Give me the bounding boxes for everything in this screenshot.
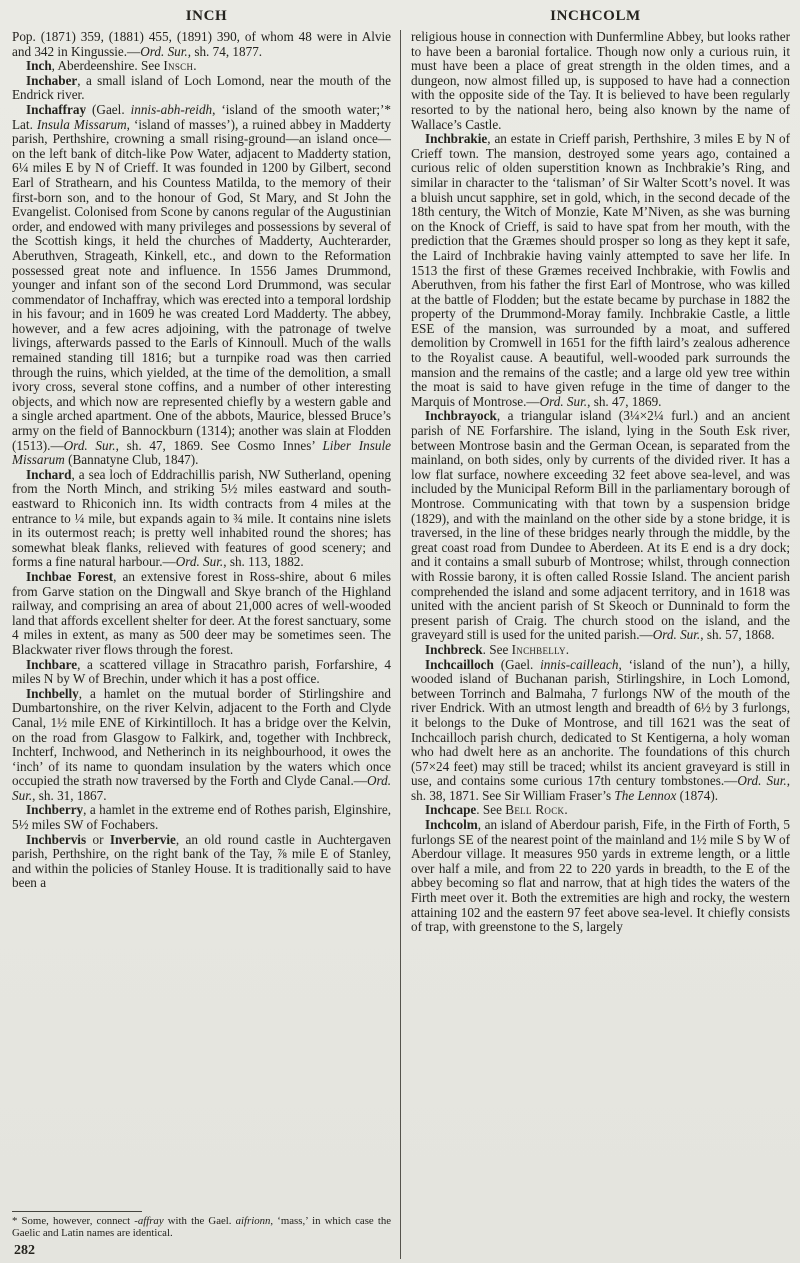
- text-run: , a triangular island (3¼×2¼ furl.) and an ancient parish of NE Forfarshire. The island, lying in the South Esk river, between Montrose basin and the German Ocean, is separated from the mainland, on both sides, only by currents of the divided river. It has a low flat surface, nowhere exceeding 32 feet above sea-level, and was included by the Municipal Reform Bill in the parliamentary borough of Montrose. Communicating with that town by a suspension bridge (1829), and with the mainland on the other side by a stone bridge, it is traversed, in the line of these bridges nearly through the middle, by the great coast road from Dundee to Aberdeen. At its E end is a dry dock; and it contains a small suburb of Montrose; whilst, through connection with Rossie barony, it is often called Rossie Island. The ancient parish comprehended the island and some adjacent territory, and in 1618 was united with the ancient parish of St Skeoch or Dunninald to form the present parish of Craig. The church stood on the island, and the graveyard still is used for the united parish.—: [411, 408, 790, 643]
- page-number: 282: [14, 1243, 35, 1258]
- italic-run: Ord. Sur.: [140, 43, 188, 59]
- running-heads: [12, 6, 790, 30]
- bold-run: Inchcape: [425, 802, 477, 818]
- text-run: , an island of Aberdour parish, Fife, in the Firth of Forth, 5 furlongs SE of the nearest point of the mainland and 1½ mile S by W of Aberdour village. It measures 950 yards in extreme length, or a little over half a mile, and from 22 to 220 yards in breadth, to the E of the abbey becoming so flat and narrow, that at high tides the waters of the Firth meet over it. Both the extremities are high and rocky, the western attaining 102 and the eastern 97 feet above sea-level. It chiefly consists of trap, with greenstone to the S, largely: [411, 817, 790, 935]
- italic-run: Ord. Sur.: [63, 437, 116, 453]
- bold-run: Inchbreck: [425, 641, 483, 657]
- text-run: , ‘island of the nun’), a hilly, wooded island of Buchanan parish, Stirlingshire, in Loch Lomond, between Torrinch and Balmaha, 7 furlongs NW of the mouth of the river Endrick. With an utmost length and breadth of 6½ by 3 furlongs, it belongs to the Duke of Montrose, and till 1621 was the seat of Inchcailloch parish church, dedicated to St Kentigerna, a holy woman who had dwelt here as an anchorite. The foundations of this church (57×24 feet) may still be traced; whilst its ancient graveyard is still in use, and contains some curious 17th century tombstones.—: [411, 656, 790, 789]
- text-run: , Aberdeenshire. See: [51, 58, 164, 74]
- text-run: (1874).: [676, 787, 719, 803]
- text-run: . See: [476, 802, 506, 818]
- bold-run: Inchbelly: [26, 685, 79, 701]
- text-run: , a small island of Loch Lomond, near the mouth of the Endrick river.: [12, 72, 391, 103]
- smallcaps-run: Insch: [163, 58, 194, 74]
- gazetteer-entry: [12, 74, 391, 103]
- italic-run: Ord. Sur.: [539, 393, 588, 409]
- gazetteer-entry: [411, 818, 790, 935]
- text-run: , sh. 74, 1877.: [187, 43, 263, 59]
- italic-run: Liber Insule Missarum: [12, 437, 391, 468]
- gazetteer-entry: [411, 803, 790, 818]
- gazetteer-entry: [12, 30, 391, 59]
- text-run: , sh. 38, 1871. See Sir William Fraser’s: [411, 773, 790, 803]
- italic-run: Ord. Sur.: [652, 627, 701, 643]
- text-run: , a sea loch of Eddrachillis parish, NW Sutherland, opening from the North Minch, and striking 5½ miles eastward and south-eastward to Rhiconich inn. Its width contracts from 4 miles at the entrance to ¼ mile, but expands again to ¾ mile. It contains nine islets in its outermost reach; is pretty well inhabited round the shores; has somewhat bleak flanks, relieved with features of good scenery; and forms a fine natural harbour.—: [12, 466, 391, 570]
- text-run: . See: [482, 641, 512, 657]
- bold-run: Inchcolm: [425, 817, 478, 833]
- footnote-block: [12, 1206, 391, 1259]
- text-run: , sh. 57, 1868.: [700, 627, 775, 643]
- bold-run: Inchaffray: [26, 101, 87, 117]
- gazetteer-entry: [12, 468, 391, 570]
- text-run: , sh. 113, 1882.: [223, 554, 304, 570]
- text-run: (Gael.: [86, 101, 131, 117]
- text-run: , a hamlet on the mutual border of Stirlingshire and Dumbartonshire, on the river Kelvin, adjacent to the Forth and Clyde Canal, 1½ mile ENE of Kirkintilloch. It has a bridge over the Kelvin, on the road from Glasgow to Falkirk, and, together with Inchbreck, Inchterf, Inchwood, and Netherinch in its neighbourhood, it owes the ‘inch’ of its name to quondam insulation by the waters which once occupied the strath now traversed by the Forth and Clyde Canal.—: [12, 685, 391, 789]
- text-run: .: [565, 641, 570, 657]
- bold-run: Inchbae Forest: [26, 568, 114, 584]
- text-run: , ‘island of the smooth water;’* Lat.: [12, 101, 391, 132]
- text-run: , sh. 31, 1867.: [32, 787, 107, 803]
- bold-run: Inchberry: [26, 802, 84, 818]
- italic-run: innis-abh-reidh: [130, 101, 213, 117]
- text-run: (Gael.: [493, 656, 541, 672]
- gazetteer-entry: [12, 570, 391, 658]
- italic-run: Ord. Sur.: [737, 773, 787, 789]
- bold-run: Inchcailloch: [425, 656, 494, 672]
- text-run: , a hamlet in the extreme end of Rothes parish, Elginshire, 5½ miles SW of Fochabers.: [12, 802, 391, 833]
- gazetteer-entry: [12, 103, 391, 468]
- text-run: Pop. (1871) 359, (1881) 455, (1891) 390, of whom 48 were in Alvie and 342 in Kingussie.—: [12, 29, 391, 59]
- text-run: (Bannatyne Club, 1847).: [64, 452, 199, 468]
- gazetteer-entry: [12, 658, 391, 687]
- bold-run: Inchaber: [26, 72, 78, 88]
- text-run: or: [86, 831, 110, 847]
- bold-run: Inchard: [26, 466, 72, 482]
- left-column: [12, 30, 400, 1259]
- italic-run: -affray: [134, 1215, 164, 1227]
- text-run: , ‘island of masses’), a ruined abbey in Madderty parish, Perthshire, crowning a small rising-ground—an island once—on the left bank of ditch-like Pow Water, adjacent to Madderty station, 6¼ miles E by N of Crieff. It was founded in 1200 by Gilbert, second Earl of Strathearn, and his Countess Matilda, to the memory of their first-born son, and to the honour of God, St Mary, and St John the Evangelist. Colonised from Scone by canons regular of the Augustinian order, and endowed with many privileges and possessions by several of the Scottish kings, it held the churches of Madderty, Auchterarder, Aberuthven, Strageath, Kinkell, etc., and down to the Reformation possessed great note and influence. In 1556 James Drummond, younger and infant son of the second Lord Drummond, was secular commendator of Inchaffray, which was erected into a temporal lordship in his favour; and in 1609 he was created Lord Madderty. The abbey, however, and a few acres adjoining, with the patronage of twelve livings, afterwards passed to the Earls of Kinnoull. Much of the walls remained standing till 1816; but a turnpike road was then carried through the ruins, which yielded, at the time of the demolition, a small ivory cross, several stone coffins, and a number of other interesting objects, and which now are represented chiefly by a western gable and a single arched apartment. One of the abbots, Maurice, blessed Bruce’s army on the field of Bannockburn (1314); another was slain at Flodden (1513).—: [12, 116, 391, 453]
- gazetteer-entry: [12, 803, 391, 832]
- text-run: .: [564, 802, 568, 818]
- left-column-entries: [12, 30, 391, 891]
- left-running-head: INCH: [185, 8, 228, 24]
- bold-run: Inverbervie: [109, 831, 176, 847]
- gazetteer-entry: [12, 833, 391, 891]
- bold-run: Inchbrayock: [425, 408, 497, 424]
- italic-run: The Lennox: [614, 787, 677, 803]
- bold-run: Inch: [26, 58, 52, 74]
- footnote-text: [12, 1215, 391, 1239]
- gazetteer-entry: [12, 687, 391, 804]
- gazetteer-entry: [411, 30, 790, 132]
- gazetteer-entry: [411, 658, 790, 804]
- italic-run: Insula Missarum: [36, 116, 127, 132]
- text-run: , a scattered village in Stracathro parish, Forfarshire, 4 miles N by W of Brechin, under which it has a post office.: [12, 656, 391, 687]
- bold-run: Inchbervis: [26, 831, 87, 847]
- italic-run: innis-cailleach: [540, 656, 619, 672]
- italic-run: Ord. Sur.: [12, 773, 391, 803]
- italic-run: aifrionn: [235, 1215, 271, 1227]
- smallcaps-run: Inchbelly: [511, 641, 566, 657]
- text-run: religious house in connection with Dunfermline Abbey, but looks rather to have been a baronial fortalice. Though now only a curious ruin, it must have been a place of great strength in the olden times, and a dungeon, now almost filled up, is supposed to have had a connection with the opposite side of the Tay. It is believed to have been regularly resorted to by the national hero, being also known by the name of Wallace’s Castle.: [411, 29, 790, 132]
- page-body: [12, 30, 790, 1259]
- text-run: , an estate in Crieff parish, Perthshire, 3 miles E by N of Crieff town. The mansion, destroyed some years ago, contained a curious relic of olden superstition known as Inchbrakie’s Ring, and similar in character to the ‘talisman’ of Sir Walter Scott’s novel. It was a bluish uncut sapphire, set in gold, which, in the second decade of the 18th century, the Witch of Monzie, Kate M’Niven, as she was burning on the Knock of Crieff, is said to have spat from her mouth, with the prediction that the Græmes should prosper so long as they kept it safe, the Laird of Inchbrakie having vainly attempted to save her life. In 1513 the first of these Græmes received Inchbrakie, with Fowlis and Aberuthven, from his father the first Earl of Montrose, who was killed at the battle of Flodden; but the estate became by purchase in 1882 the property of the Drummond-Moray family. Inchbrakie Castle, a little ESE of the mansion, was surrounded by a moat, and suffered demolition by Cromwell in 1651 for the fifth laird’s zealous adherence to the Royalist cause. A beautiful, well-wooded park surrounds the mansion and the remains of the castle; and a large old yew tree within the moat is said to have given refuge in the time of danger to the Marquis of Montrose.—: [411, 131, 790, 409]
- footnote-rule: [12, 1211, 142, 1212]
- gazetteer-entry: [411, 643, 790, 658]
- text-run: , ‘mass,’ in which case the Gaelic and Latin names are identical.: [12, 1215, 392, 1239]
- right-running-head: INCHCOLM: [550, 8, 641, 24]
- text-run: * Some, however, connect: [12, 1215, 135, 1227]
- right-column: [401, 30, 790, 1259]
- bold-run: Inchbrakie: [425, 131, 488, 147]
- gazetteer-entry: [12, 59, 391, 74]
- right-column-entries: [411, 30, 790, 935]
- smallcaps-run: Bell Rock: [505, 802, 565, 818]
- italic-run: Ord. Sur.: [175, 554, 224, 570]
- bold-run: Inchbare: [26, 656, 78, 672]
- text-run: , sh. 47, 1869. See Cosmo Innes’: [115, 437, 323, 453]
- text-run: , sh. 47, 1869.: [587, 393, 662, 409]
- text-run: , an extensive forest in Ross-shire, about 6 miles from Garve station on the Dingwall and Skye branch of the Highland railway, and comprising an area of about 21,000 acres of well-wooded land that affords excellent shelter for deer. At the forest sanctuary, some 4 miles in extent, as many as 500 deer may be sometimes seen. The Blackwater river flows through the forest.: [12, 568, 391, 657]
- text-run: .: [193, 58, 197, 74]
- gazetteer-entry: [411, 409, 790, 643]
- gazetteer-entry: [411, 132, 790, 409]
- text-run: with the Gael.: [163, 1215, 236, 1227]
- text-run: , an old round castle in Auchtergaven parish, Perthshire, on the right bank of the Tay, ⅞ mile E of Stanley, and within the policies of Stanley House. It is traditionally said to have been a: [12, 831, 391, 891]
